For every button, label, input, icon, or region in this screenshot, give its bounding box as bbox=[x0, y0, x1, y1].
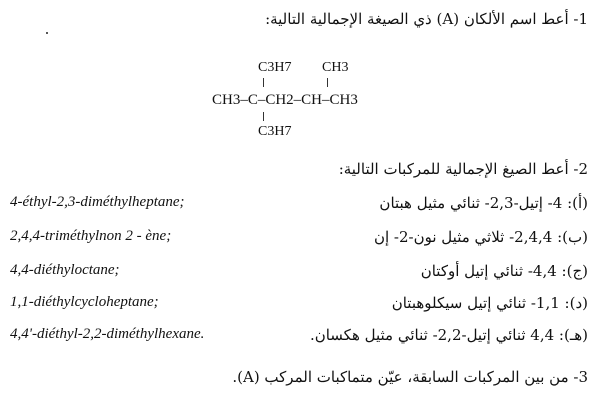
compound-d-arabic: (د): 1,1- ثنائي إتيل سيكلوهبتان bbox=[391, 294, 588, 312]
compound-a-arabic: (أ): 4- إتيل-2,3- ثنائي مثيل هبتان bbox=[379, 194, 588, 212]
formula-bottom-group: C3H7 bbox=[258, 124, 292, 139]
stray-dot bbox=[46, 32, 48, 34]
compound-c-french: 4,4-diéthyloctane; bbox=[10, 262, 120, 278]
bond-up-right bbox=[327, 78, 328, 87]
bond-up-left bbox=[263, 78, 264, 87]
compound-d-french: 1,1-diéthylcycloheptane; bbox=[10, 294, 159, 310]
question-1-text: 1- أعط اسم الألكان (A) ذي الصيغة الإجمالية التالية: bbox=[265, 10, 588, 28]
formula-top-left-group: C3H7 bbox=[258, 60, 292, 75]
formula-main-chain: CH3–C–CH2–CH–CH3 bbox=[212, 92, 358, 108]
formula-top-right-group: CH3 bbox=[322, 60, 349, 75]
compound-b-french: 2,4,4-triméthylnon 2 - ène; bbox=[10, 228, 172, 244]
compound-e-french: 4,4'-diéthyl-2,2-diméthylhexane. bbox=[10, 326, 205, 342]
compound-e-arabic: (هـ): 4,4 ثنائي إتيل-2,2- ثنائي مثيل هكسان. bbox=[309, 326, 588, 344]
compound-b-arabic: (ب): 2,4,4- ثلاثي مثيل نون-2- إن bbox=[373, 228, 588, 246]
compound-a-french: 4-éthyl-2,3-diméthylheptane; bbox=[10, 194, 185, 210]
bond-down bbox=[263, 112, 264, 121]
compound-c-arabic: (ج): 4,4- ثنائي إتيل أوكتان bbox=[420, 262, 588, 280]
question-2-text: 2- أعط الصيغ الإجمالية للمركبات التالية: bbox=[338, 160, 588, 178]
question-3-text: 3- من بين المركبات السابقة، عيّن متماكبات المركب (A). bbox=[232, 368, 588, 386]
